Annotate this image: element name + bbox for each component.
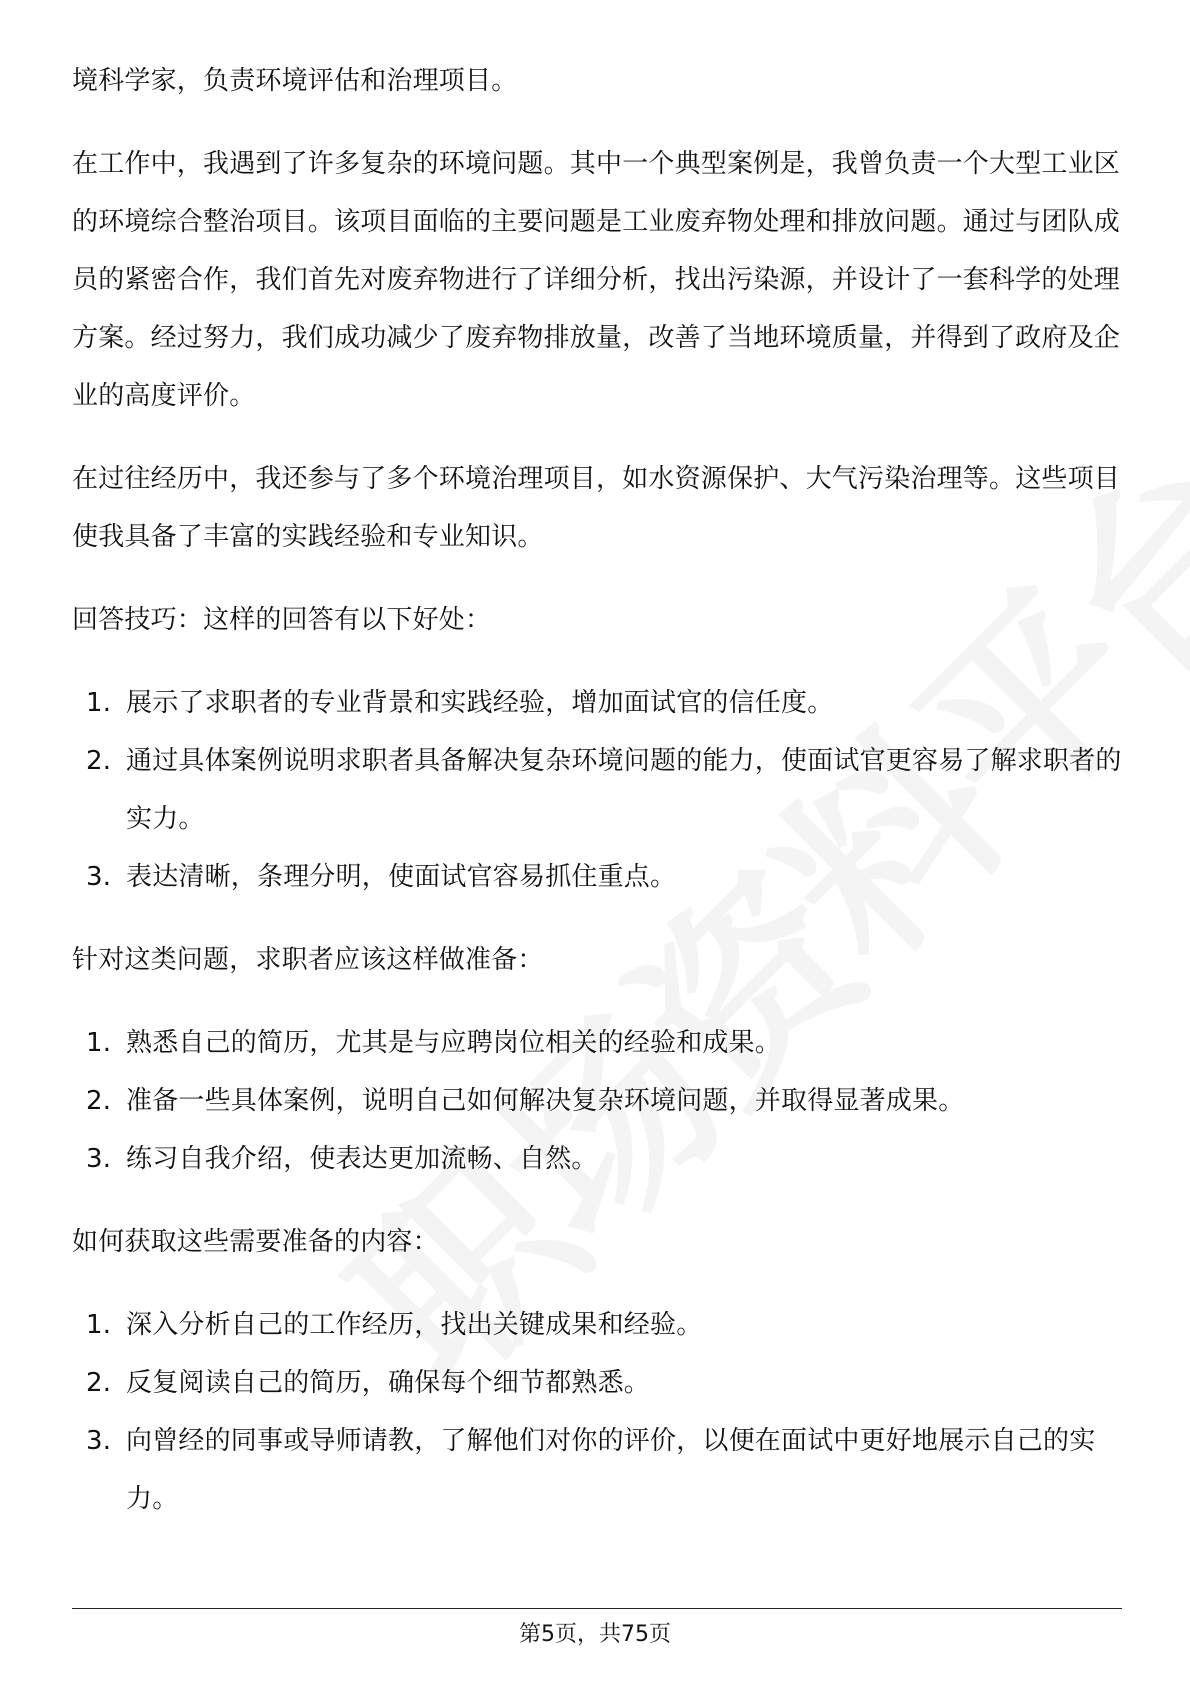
list-item-text: 展示了求职者的专业背景和实践经验，增加面试官的信任度。 [126,688,834,718]
document-body [72,52,1122,1528]
paragraph-answer-tips: 回答技巧：这样的回答有以下好处： [72,605,492,635]
list-number: 2. [86,1368,112,1398]
list-item [72,1130,1122,1188]
list-number: 3. [86,1426,112,1456]
list-number: 3. [86,1144,112,1174]
list-number: 2. [86,746,112,776]
list-item [72,1412,1122,1528]
list-item [72,1354,1122,1412]
list-number: 1. [86,1310,112,1340]
footer-divider [72,1608,1122,1609]
list-item-text: 练习自我介绍，使表达更加流畅、自然。 [126,1144,598,1174]
list-number: 2. [86,1086,112,1116]
list-item-text: 深入分析自己的工作经历，找出关键成果和经验。 [126,1310,703,1340]
list-item-text: 准备一些具体案例，说明自己如何解决复杂环境问题，并取得显著成果。 [126,1086,965,1116]
page-number: 第5页，共75页 [519,1622,671,1647]
list-preparation [72,1014,1122,1188]
list-item [72,674,1122,732]
list-item [72,1296,1122,1354]
list-obtain-content [72,1296,1122,1528]
list-number: 3. [86,862,112,892]
paragraph-case-study: 在工作中，我遇到了许多复杂的环境问题。其中一个典型案例是，我曾负责一个大型工业区的环境综合整治项目。该项目面临的主要问题是工业废弃物处理和排放问题。通过与团队成员的紧密合作，我们首先对废弃物进行了详细分析，找出污染源，并设计了一套科学的处理方案。经过努力，我们成功减少了废弃物排放量，改善了当地环境质量，并得到了政府及企业的高度评价。 [72,149,1121,411]
list-item [72,1014,1122,1072]
list-item-text: 通过具体案例说明求职者具备解决复杂环境问题的能力，使面试官更容易了解求职者的实力。 [126,746,1122,834]
paragraph-preparation: 针对这类问题，求职者应该这样做准备： [72,945,544,975]
list-item-text: 反复阅读自己的简历，确保每个细节都熟悉。 [126,1368,651,1398]
list-item-text: 表达清晰，条理分明，使面试官容易抓住重点。 [126,862,677,892]
list-benefits [72,674,1122,906]
list-item [72,1072,1122,1130]
paragraph-past-experience: 在过往经历中，我还参与了多个环境治理项目，如水资源保护、大气污染治理等。这些项目使我具备了丰富的实践经验和专业知识。 [72,464,1121,552]
list-item-text: 熟悉自己的简历，尤其是与应聘岗位相关的经验和成果。 [126,1028,782,1058]
list-item [72,848,1122,906]
list-number: 1. [86,1028,112,1058]
list-item [72,732,1122,848]
list-item-text: 向曾经的同事或导师请教，了解他们对你的评价，以便在面试中更好地展示自己的实力。 [126,1426,1096,1514]
paragraph-how-to-obtain: 如何获取这些需要准备的内容： [72,1227,439,1257]
list-number: 1. [86,688,112,718]
paragraph-intro-continuation: 境科学家，负责环境评估和治理项目。 [72,66,518,96]
